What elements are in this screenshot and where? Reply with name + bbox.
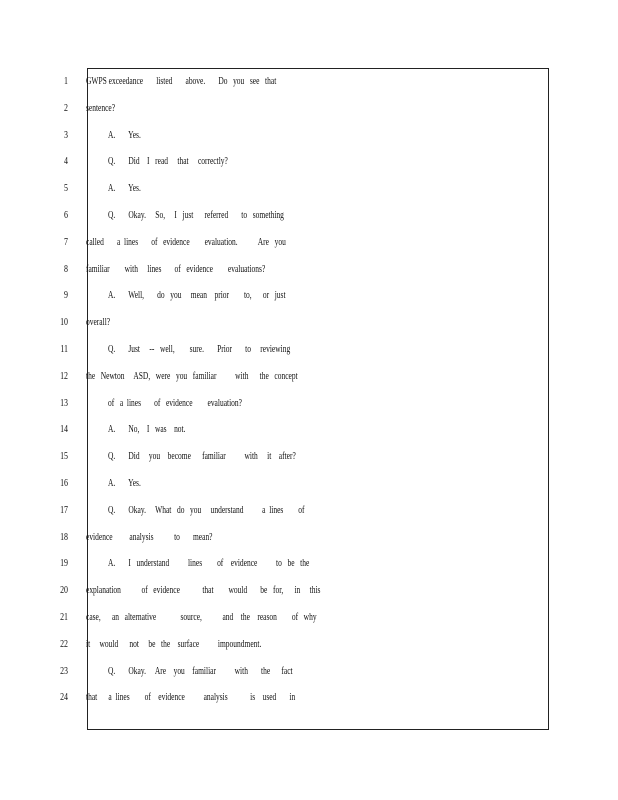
transcript-line: [0, 129, 618, 149]
transcript-line: [0, 102, 618, 122]
transcript-line: [0, 209, 618, 229]
transcript-line: [0, 691, 618, 711]
line-text: familiar with lines of evidence evaluations?: [86, 262, 266, 275]
line-text: Q. Did I read that correctly?: [108, 155, 228, 168]
line-number: 19: [60, 557, 68, 570]
line-text: case, an alternative source, and the reason of why: [86, 611, 317, 623]
transcript-line: [0, 370, 618, 390]
line-text: Q. Okay. Are you familiar with the fact: [108, 664, 293, 677]
transcript-line: [0, 584, 618, 604]
line-number: 21: [60, 611, 68, 623]
transcript-line: [0, 477, 618, 497]
transcript-line: [0, 289, 618, 309]
line-number: 13: [60, 396, 68, 409]
line-text: A. Yes.: [108, 182, 141, 195]
line-number: 9: [64, 289, 68, 302]
line-text: Q. Okay. What do you understand a lines of: [108, 503, 305, 516]
line-number: 14: [60, 423, 68, 436]
line-number: 6: [64, 209, 68, 221]
line-text: evidence analysis to mean?: [86, 530, 213, 543]
line-text: A. Yes.: [108, 477, 141, 489]
line-text: A. Yes.: [108, 128, 141, 141]
line-text: A. I understand lines of evidence to be the: [108, 557, 310, 570]
line-text: Q. Did you become familiar with it after?: [108, 450, 296, 463]
line-text: it would not be the surface impoundment.: [86, 637, 262, 650]
transcript-line: [0, 343, 618, 363]
line-text: called a lines of evidence evaluation. Are you: [86, 235, 286, 248]
line-text: Q. Okay. So, I just referred to something: [108, 209, 284, 221]
line-number: 15: [60, 450, 68, 463]
transcript-line: [0, 263, 618, 283]
transcript-line: [0, 611, 618, 631]
line-text: that a lines of evidence analysis is used in: [86, 691, 296, 704]
line-text: A. Well, do you mean prior to, or just: [108, 289, 286, 302]
transcript-line: [0, 423, 618, 443]
transcript-line: [0, 75, 618, 95]
line-number: 7: [64, 235, 68, 248]
line-number: 18: [60, 530, 68, 543]
transcript-line: [0, 504, 618, 524]
transcript-line: [0, 236, 618, 256]
line-number: 1: [64, 75, 68, 87]
line-number: 22: [60, 637, 68, 650]
line-number: 24: [60, 691, 68, 704]
transcript-line: [0, 665, 618, 685]
line-text: A. No, I was not.: [108, 423, 186, 436]
line-number: 10: [60, 316, 68, 329]
line-number: 17: [60, 503, 68, 516]
line-text: explanation of evidence that would be for, in this: [86, 584, 321, 597]
line-text: Q. Just -- well, sure. Prior to reviewing: [108, 343, 291, 355]
line-number: 12: [60, 369, 68, 382]
line-text: overall?: [86, 316, 111, 329]
transcript-line: [0, 316, 618, 336]
line-number: 11: [60, 343, 68, 355]
line-number: 3: [64, 128, 68, 141]
line-number: 2: [64, 101, 68, 114]
transcript-line: [0, 182, 618, 202]
line-number: 5: [64, 182, 68, 195]
line-number: 23: [60, 664, 68, 677]
line-text: GWPS exceedance listed above. Do you see that: [86, 75, 277, 87]
transcript-line: [0, 531, 618, 551]
line-number: 20: [60, 584, 68, 597]
line-number: 4: [64, 155, 68, 168]
transcript-line: [0, 557, 618, 577]
transcript-line: [0, 638, 618, 658]
line-number: 16: [60, 477, 68, 489]
line-text: sentence?: [86, 101, 116, 114]
line-text: the Newton ASD, were you familiar with the concept: [86, 369, 298, 382]
transcript-line: [0, 450, 618, 470]
transcript-line: [0, 155, 618, 175]
line-number: 8: [64, 262, 68, 275]
transcript-line: [0, 397, 618, 417]
line-text: of a lines of evidence evaluation?: [108, 396, 242, 409]
